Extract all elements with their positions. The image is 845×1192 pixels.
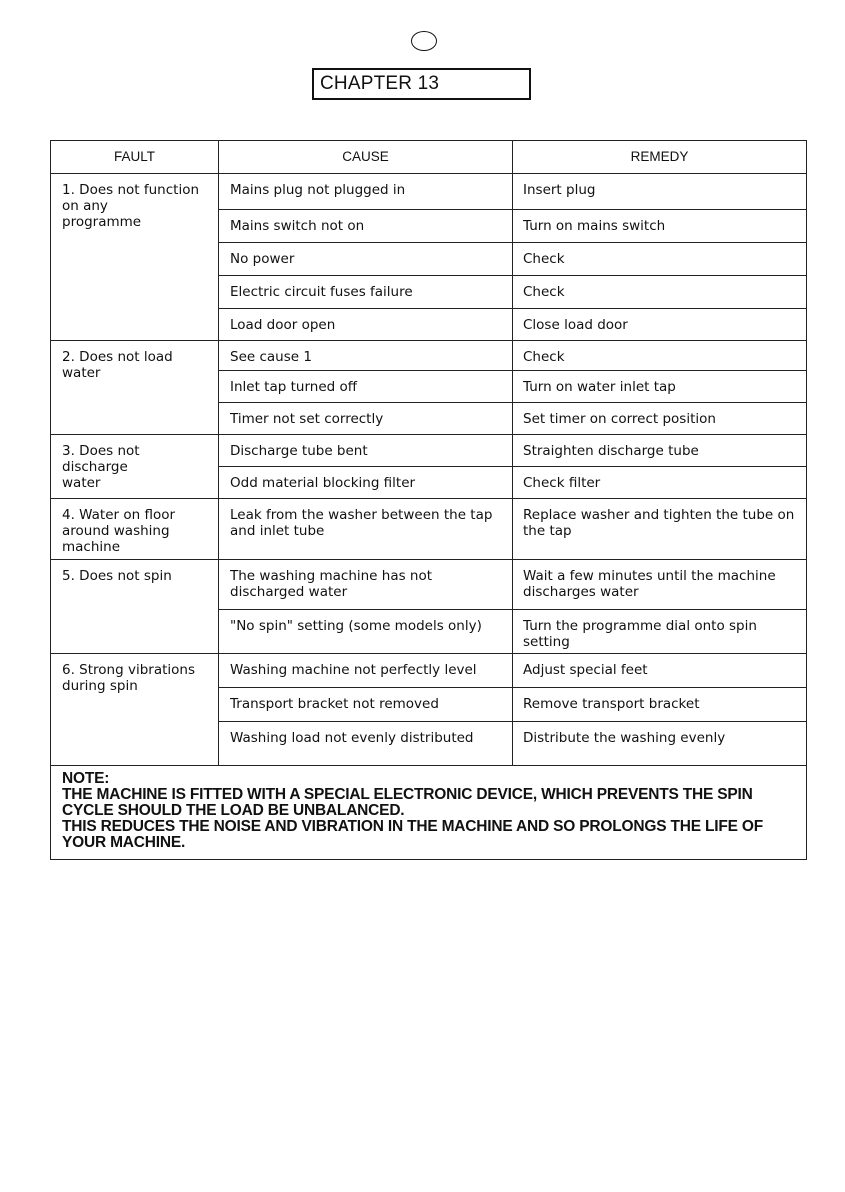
chapter-title: CHAPTER 13 — [312, 68, 531, 100]
table-row — [51, 654, 807, 688]
remedy-cell: Replace washer and tighten the tube on the tap — [513, 499, 807, 560]
table-row — [51, 435, 807, 467]
note-line-1: THE MACHINE IS FITTED WITH A SPECIAL ELECTRONIC DEVICE, WHICH PREVENTS THE SPIN CYCLE SHOULD THE LOAD BE UNBALANCED. — [62, 786, 753, 819]
fault-cell — [51, 435, 219, 499]
cause-cell: See cause 1 — [219, 341, 513, 371]
cause-cell: Discharge tube bent — [219, 435, 513, 467]
remedy-cell: Check filter — [513, 467, 807, 499]
fault-label: 6. Strong vibrations during spin — [62, 662, 195, 694]
fault-table — [50, 140, 807, 860]
cause-cell: Odd material blocking filter — [219, 467, 513, 499]
column-header-fault: FAULT — [51, 141, 219, 174]
remedy-cell: Close load door — [513, 309, 807, 341]
remedy-cell: Straighten discharge tube — [513, 435, 807, 467]
remedy-cell: Turn on mains switch — [513, 210, 807, 243]
remedy-cell: Remove transport bracket — [513, 688, 807, 722]
table-row — [51, 560, 807, 610]
remedy-cell: Turn the programme dial onto spin setting — [513, 610, 807, 654]
note-row — [51, 766, 807, 860]
fault-label: 5. Does not spin — [62, 568, 172, 584]
fault-label: 3. Does not discharge water — [62, 443, 140, 491]
note-line-2: THIS REDUCES THE NOISE AND VIBRATION IN THE MACHINE AND SO PROLONGS THE LIFE OF YOUR MACHINE. — [62, 818, 763, 851]
cause-cell: No power — [219, 243, 513, 276]
fault-cell — [51, 654, 219, 766]
page-marker-circle — [411, 31, 437, 51]
table-header-row — [51, 141, 807, 174]
table-row — [51, 341, 807, 371]
remedy-cell: Turn on water inlet tap — [513, 371, 807, 403]
remedy-cell: Check — [513, 243, 807, 276]
cause-cell: Mains switch not on — [219, 210, 513, 243]
fault-table-body — [51, 174, 807, 766]
remedy-cell: Distribute the washing evenly — [513, 722, 807, 766]
cause-cell: The washing machine has not discharged water — [219, 560, 513, 610]
fault-label: 2. Does not load water — [62, 349, 173, 381]
remedy-cell: Wait a few minutes until the machine discharges water — [513, 560, 807, 610]
cause-cell: Timer not set correctly — [219, 403, 513, 435]
cause-cell: Inlet tap turned off — [219, 371, 513, 403]
fault-cell — [51, 560, 219, 654]
column-header-remedy: REMEDY — [513, 141, 807, 174]
cause-cell: Transport bracket not removed — [219, 688, 513, 722]
remedy-cell: Set timer on correct position — [513, 403, 807, 435]
remedy-cell: Insert plug — [513, 174, 807, 210]
note-cell — [51, 766, 807, 860]
remedy-cell: Check — [513, 341, 807, 371]
cause-cell: Mains plug not plugged in — [219, 174, 513, 210]
fault-cell — [51, 174, 219, 341]
cause-cell: Leak from the washer between the tap and inlet tube — [219, 499, 513, 560]
cause-cell: Washing load not evenly distributed — [219, 722, 513, 766]
remedy-cell: Adjust special feet — [513, 654, 807, 688]
cause-cell: "No spin" setting (some models only) — [219, 610, 513, 654]
table-row — [51, 499, 807, 560]
fault-label: 1. Does not function on any programme — [62, 182, 200, 230]
remedy-cell: Check — [513, 276, 807, 309]
cause-cell: Load door open — [219, 309, 513, 341]
cause-cell: Electric circuit fuses failure — [219, 276, 513, 309]
cause-cell: Washing machine not perfectly level — [219, 654, 513, 688]
table-row — [51, 174, 807, 210]
column-header-cause: CAUSE — [219, 141, 513, 174]
note-heading: NOTE: — [62, 770, 110, 787]
fault-label: 4. Water on floor around washing machine — [62, 507, 176, 555]
fault-cell — [51, 341, 219, 435]
fault-cell — [51, 499, 219, 560]
